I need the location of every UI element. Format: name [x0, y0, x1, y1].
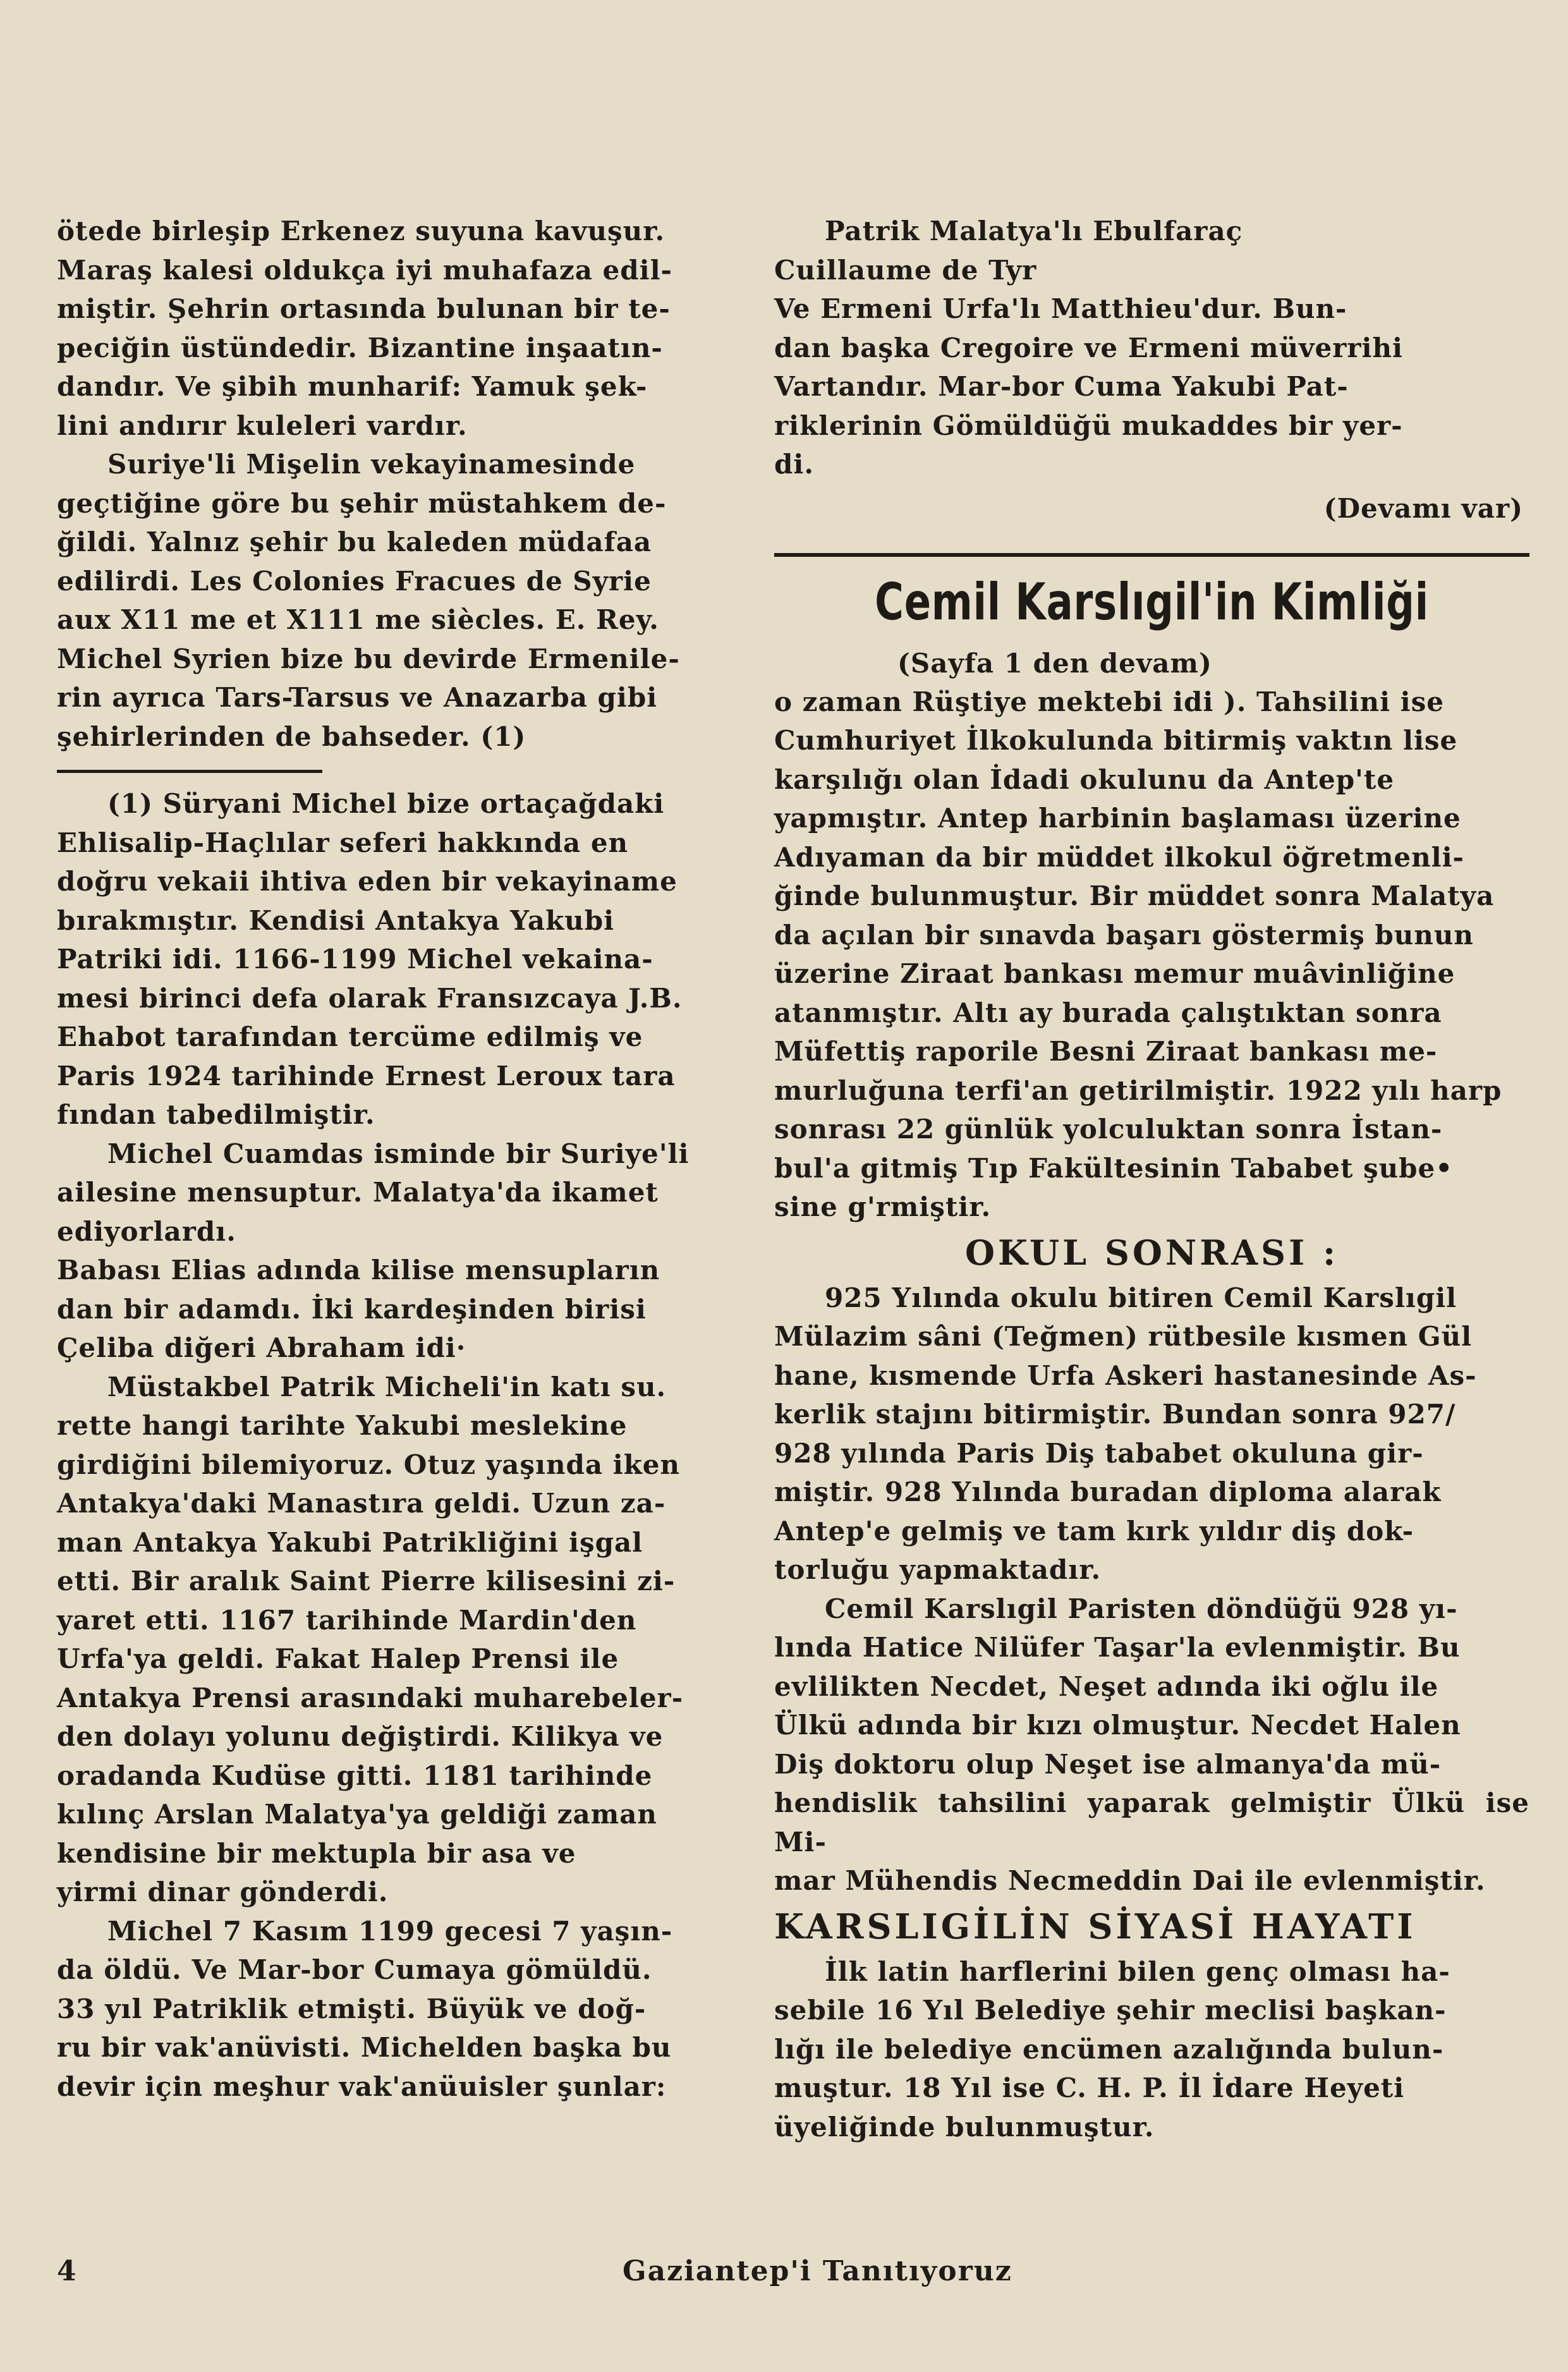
- footnote-divider: [57, 770, 322, 773]
- continued-from-note: (Sayfa 1 den devam): [897, 647, 1212, 679]
- left-paragraph-6: Michel 7 Kasım 1199 gecesi 7 yaşın- da öldü. Ve Mar-bor Cumaya gömüldü. 33 yıl Patriklik etmişti. Büyük ve doğ- ru bir vak'anüvisti. Michelden başka bu devir için meşhur vak'anüuisler şunlar:: [57, 1915, 673, 2102]
- footnote: (1) Süryani Michel bize ortaçağdaki Ehlisalip-Haçlılar seferi hakkında en doğru vekaii ihtiva eden bir vekayiname bırakmıştır. Kendisi Antakya Yakubi Patriki idi. 1166-1199 Michel vekaina- mesi birinci defa olarak Fransızcaya J.B. Ehabot tarafından tercüme edilmiş ve Paris 1924 tarihinde Ernest Leroux tara fından tabedilmiştir.: [57, 788, 683, 1130]
- right-column: [774, 212, 1529, 2146]
- subheading-okul-sonrasi: OKUL SONRASI :: [964, 1232, 1339, 1273]
- left-paragraph-5: Müstakbel Patrik Micheli'in katı su. rette hangi tarihte Yakubi meslekine girdiğini bilemiyoruz. Otuz yaşında iken Antakya'daki Manastıra geldi. Uzun za- man Antakya Yakubi Patrikliğini işgal etti. Bir aralık Saint Pierre kilisesini zi- yaret etti. 1167 tarihinde Mardin'den Urfa'ya geldi. Fakat Halep Prensi ile Antakya Prensi arasındaki muharebeler- den dolayı yolunu değiştirdi. Kilikya ve oradanda Kudüse gitti. 1181 tarihinde kılınç Arslan Malatya'ya geldiği zaman kendisine bir mektupla bir asa ve yirmi dinar gönderdi.: [57, 1371, 684, 1907]
- continued-note: (Devamı var): [1323, 492, 1523, 524]
- left-column: [57, 212, 736, 2106]
- right-paragraph-5: İlk latin harflerini bilen genç olması ha- sebile 16 Yıl Belediye şehir meclisi başkan- lığı ile belediye encümen azalığında bulun- muştur. 18 Yıl ise C. H. P. İl İdare Heyeti üyeliğinde bulunmuştur.: [774, 1955, 1450, 2143]
- right-paragraph-3: 925 Yılında okulu bitiren Cemil Karslıgil Mülazim sâni (Teğmen) rütbesile kısmen Gül hane, kısmende Urfa Askeri hastanesinde As- kerlik stajını bitirmiştir. Bundan sonra 927/ 928 yılında Paris Diş tababet okuluna gir- miştir. 928 Yılında buradan diploma alarak Antep'e gelmiş ve tam kırk yıldır diş dok- torluğu yapmaktadır.: [774, 1282, 1477, 1585]
- publication-title: Gaziantep'i Tanıtıyoruz: [623, 2255, 1012, 2287]
- left-paragraph-4: Babası Elias adında kilise mensupların dan bir adamdı. İki kardeşinden birisi Çeliba diğeri Abraham idi·: [57, 1255, 660, 1363]
- subheading-siyasi-hayati: KARSLIGİLİN SİYASİ HAYATI: [774, 1906, 1416, 1947]
- page-number: 4: [57, 2255, 76, 2287]
- right-paragraph-2: o zaman Rüştiye mektebi idi ). Tahsilini ise Cumhuriyet İlkokulunda bitirmiş vaktın lise karşılığı olan İdadi okulunu da Antep'te yapmıştır. Antep harbinin başlaması üzerine Adıyaman da bir müddet ilkokul öğretmenli- ğinde bulunmuştur. Bir müddet sonra Malatya da açılan bir sınavda başarı göstermiş bunun üzerine Ziraat bankası memur muâvinliğine atanmıştır. Altı ay burada çalıştıktan sonra Müfettiş raporile Besni Ziraat bankası me- murluğuna terfi'an getirilmiştir. 1922 yılı harp sonrası 22 günlük yolculuktan sonra İstan- bul'a gitmiş Tıp Fakültesinin Tababet şube• sine g'rmiştir.: [774, 686, 1502, 1222]
- article-title: Cemil Karslıgil'in Kimliği: [875, 572, 1429, 631]
- right-paragraph-1: Patrik Malatya'lı Ebulfaraç Cuillaume de Tyr Ve Ermeni Urfa'lı Matthieu'dur. Bun- dan başka Cregoire ve Ermeni müverrihi Vartandır. Mar-bor Cuma Yakubi Pat- riklerinin Gömüldüğü mukaddes bir yer- di.: [774, 216, 1403, 480]
- left-paragraph-2: Suriye'li Mişelin vekayinamesinde geçtiğine göre bu şehir müstahkem de- ğildi. Yalnız şehir bu kaleden müdafaa edilirdi. Les Colonies Fracues de Syrie aux X11 me et X111 me siècles. E. Rey. Michel Syrien bize bu devirde Ermenile- rin ayrıca Tars-Tarsus ve Anazarba gibi şehirlerinden de bahseder. (1): [57, 449, 680, 752]
- left-paragraph-3: Michel Cuamdas isminde bir Suriye'li ailesine mensuptur. Malatya'da ikamet ediyorlardı.: [57, 1138, 690, 1247]
- left-paragraph-1: ötede birleşip Erkenez suyuna kavuşur. Maraş kalesi oldukça iyi muhafaza edil- miştir. Şehrin ortasında bulunan bir te- peciğin üstündedir. Bizantine inşaatın- dandır. Ve şibih munharif: Yamuk şek- lini andırır kuleleri vardır.: [57, 216, 672, 441]
- article-divider: [774, 553, 1529, 557]
- right-paragraph-4: Cemil Karslıgil Paristen döndüğü 928 yı- lında Hatice Nilüfer Taşar'la evlenmiştir. Bu evlilikten Necdet, Neşet adında iki oğlu ile Ülkü adında bir kızı olmuştur. Necdet Halen Diş doktoru olup Neşet ise almanya'da mü- hendislik tahsilini yaparak gelmiştir Ülkü ise Mi- mar Mühendis Necmeddin Dai ile evlenmiştir.: [774, 1593, 1529, 1896]
